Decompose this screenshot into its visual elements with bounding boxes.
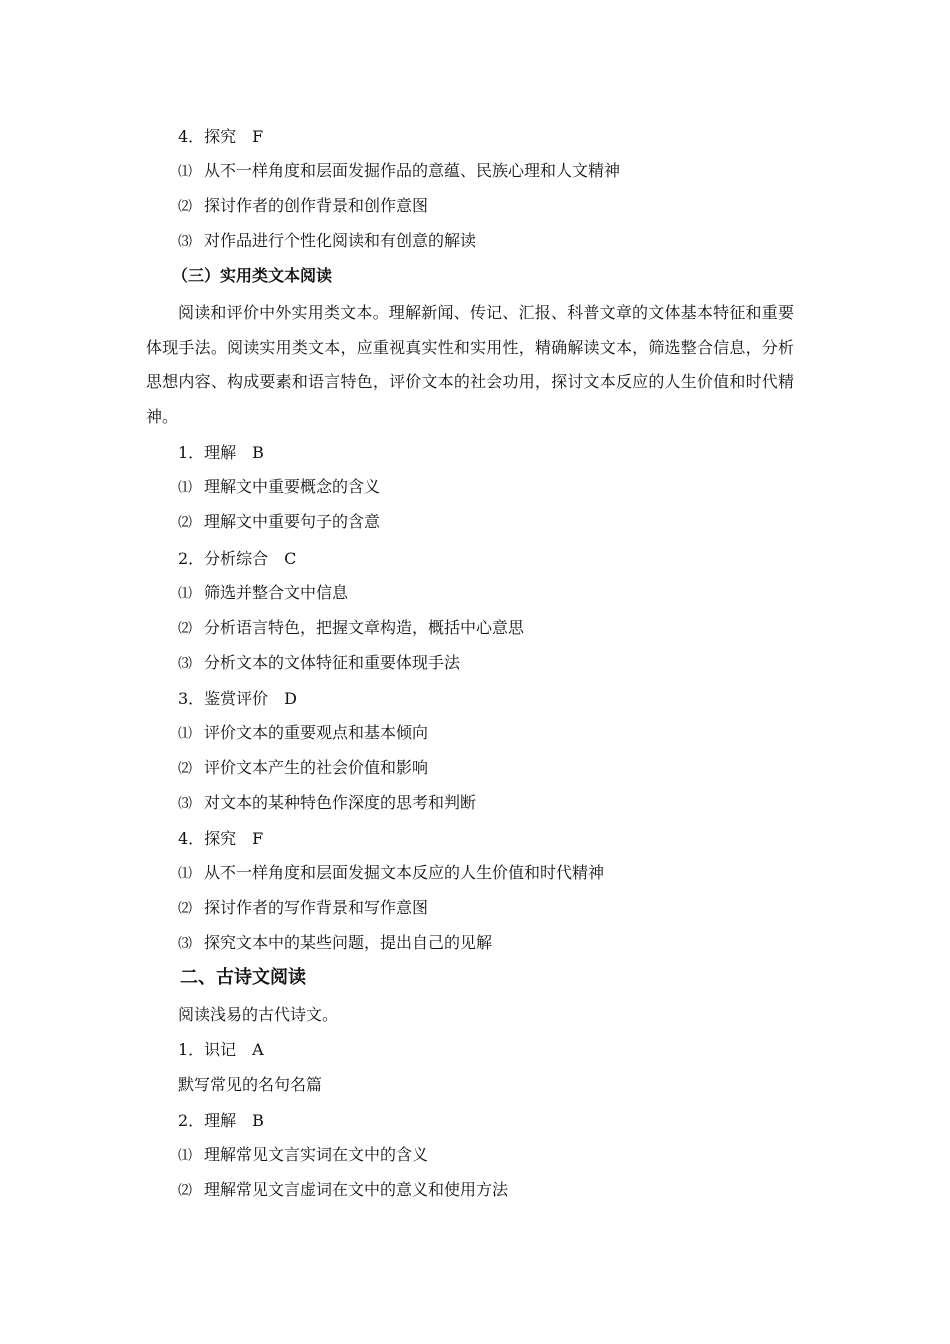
item-heading: 4．探究 F xyxy=(178,127,264,146)
item-marker: ⑵ xyxy=(178,515,192,531)
item-text: 默写常见的名句名篇 xyxy=(178,1075,323,1094)
section-intro-paragraph: 阅读和评价中外实用类文本。理解新闻、传记、汇报、科普文章的文体基本特征和重要体现手法。阅读实用类文本，应重视真实性和实用性，精确解读文本，筛选整合信息，分析思想内容、构成要素和语言特色，评价文本的社会功用，探讨文本反应的人生价值和时代精神。 xyxy=(146,303,794,427)
list-item xyxy=(178,898,428,919)
list-item xyxy=(178,863,604,884)
list-item xyxy=(178,653,460,674)
item-marker: ⑵ xyxy=(178,199,192,215)
item-text: 对作品进行个性化阅读和有创意的解读 xyxy=(204,231,477,250)
item-heading: 4．探究 F xyxy=(178,829,264,848)
item-heading: 1．理解 B xyxy=(178,443,264,462)
item-marker: ⑴ xyxy=(178,480,192,496)
item-text: 分析语言特色，把握文章构造，概括中心意思 xyxy=(204,618,525,637)
item-marker: ⑴ xyxy=(178,1148,192,1164)
item-marker: ⑵ xyxy=(178,1183,192,1199)
list-item xyxy=(178,477,380,498)
item-marker: ⑵ xyxy=(178,901,192,917)
item-marker: ⑶ xyxy=(178,656,192,672)
item-text: 从不一样角度和层面发掘文本反应的人生价值和时代精神 xyxy=(204,863,605,882)
item-marker: ⑵ xyxy=(178,761,192,777)
item-marker: ⑵ xyxy=(178,621,192,637)
item-marker: ⑴ xyxy=(178,866,192,882)
item-text: 分析文本的文体特征和重要体现手法 xyxy=(204,653,461,672)
item-text: 对文本的某种特色作深度的思考和判断 xyxy=(204,793,477,812)
list-item xyxy=(178,793,476,814)
item-heading: 2．分析综合 C xyxy=(178,549,297,568)
list-item xyxy=(178,618,524,639)
list-item xyxy=(178,512,380,533)
item-heading: 2．理解 B xyxy=(178,1111,264,1130)
part-intro: 阅读浅易的古代诗文。 xyxy=(178,1005,339,1024)
list-item xyxy=(178,758,428,779)
item-marker: ⑶ xyxy=(178,234,192,250)
item-marker: ⑴ xyxy=(178,726,192,742)
item-text: 探讨作者的写作背景和写作意图 xyxy=(204,898,429,917)
part-heading: 二、古诗文阅读 xyxy=(180,967,306,988)
list-item xyxy=(178,161,620,182)
list-item xyxy=(178,231,476,252)
item-text: 探讨作者的创作背景和创作意图 xyxy=(204,196,429,215)
item-text: 理解文中重要概念的含义 xyxy=(204,477,381,496)
item-text: 从不一样角度和层面发掘作品的意蕴、民族心理和人文精神 xyxy=(204,161,621,180)
list-item xyxy=(178,1145,428,1166)
section-heading: （三）实用类文本阅读 xyxy=(172,266,333,285)
item-marker: ⑶ xyxy=(178,936,192,952)
item-text: 理解常见文言实词在文中的含义 xyxy=(204,1145,429,1164)
item-text: 探究文本中的某些问题，提出自己的见解 xyxy=(204,933,493,952)
item-text: 理解文中重要句子的含意 xyxy=(204,512,381,531)
item-text: 评价文本产生的社会价值和影响 xyxy=(204,758,429,777)
list-item xyxy=(178,583,348,604)
item-text: 理解常见文言虚词在文中的意义和使用方法 xyxy=(204,1180,509,1199)
item-marker: ⑴ xyxy=(178,164,192,180)
item-marker: ⑶ xyxy=(178,796,192,812)
item-text: 筛选并整合文中信息 xyxy=(204,583,349,602)
item-heading: 3．鉴赏评价 D xyxy=(178,689,298,708)
item-heading: 1．识记 A xyxy=(178,1040,264,1059)
list-item xyxy=(178,723,428,744)
list-item xyxy=(178,196,428,217)
item-marker: ⑴ xyxy=(178,586,192,602)
list-item xyxy=(178,933,492,954)
list-item xyxy=(178,1180,508,1201)
item-text: 评价文本的重要观点和基本倾向 xyxy=(204,723,429,742)
